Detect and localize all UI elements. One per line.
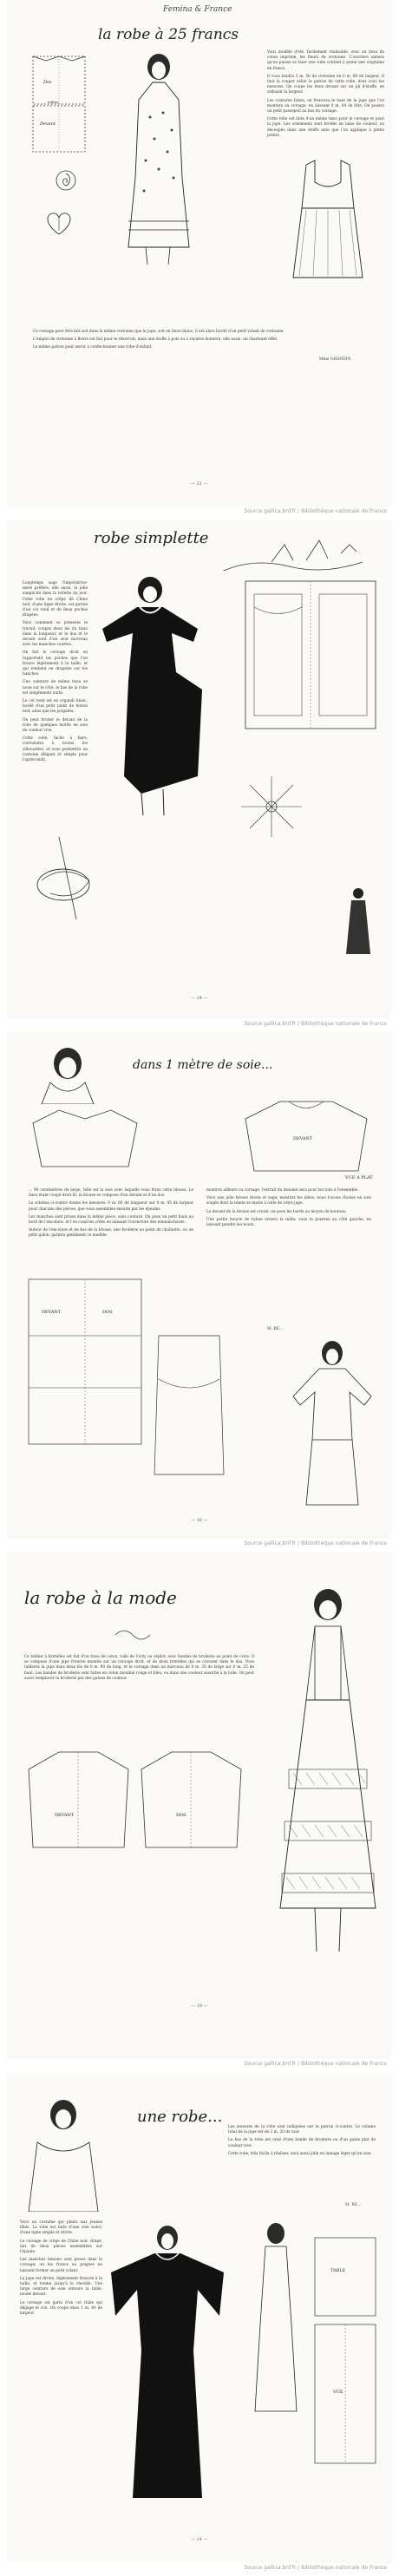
pattern-label-devant: DEVANT — [42, 1310, 62, 1315]
source-credit: Source gallica.bnf.fr / Bibliothèque nationale de France — [244, 2061, 387, 2067]
paragraph: Le même patron peut servir à confectionner une robe d'enfant. — [33, 345, 153, 350]
page-robe-simplette — [7, 520, 392, 1019]
paragraph: Une petite boucle de ruban ornera la taille; vous la poserez au côté gauche, en laissant pendre les bouts. — [206, 1217, 371, 1228]
article-text-bottom — [33, 330, 367, 354]
pattern-grid-diagram — [24, 1275, 146, 1448]
rose-motif-icon — [55, 169, 77, 192]
pattern-label-milieu: milieu — [48, 100, 59, 104]
source-credit: Source gallica.bnf.fr / Bibliothèque nationale de France — [244, 2565, 387, 2571]
page-title: dans 1 mètre de soie... — [133, 1058, 273, 1072]
small-figure-illustration — [341, 885, 376, 963]
standing-figure-illustration — [241, 2220, 311, 2420]
paragraph: La jupe est droite, légèrement froncée à la taille, et tombe jusqu'à la cheville. Une large ceinture de soie entoure la taille, nouée devant. — [20, 2276, 102, 2298]
fashion-figure-illustration — [111, 48, 206, 273]
page-folio: — 14 — — [191, 2537, 208, 2542]
article-text-column-right — [206, 1188, 371, 1231]
woman-portrait-illustration — [33, 1039, 102, 1104]
pattern-label-dos: DOS — [102, 1310, 113, 1315]
paragraph: L'emploi de cretonne à fleurs est fait pour le réservoir, mais une étoffe à pois ou à rayures donnera, elle aussi, un charmant effet. — [33, 337, 278, 343]
needle-spool-illustration — [24, 833, 111, 928]
article-text-column — [20, 2220, 102, 2319]
bird-ornament-icon — [219, 527, 367, 579]
paragraph: Le bas de la robe est orné d'une bande de broderie ou d'un galon plat de couleur vive. — [228, 2138, 376, 2148]
paragraph: Il vous faudra 3 m. 50 de cretonne en 0 m. 80 de largeur. Il faut la couper selon le patron de cette robe, dont voici les mesures. On coupe les deux devant sur un pli d'étoffe, en utilisant la largeur. — [267, 74, 384, 95]
paragraph: Les coutures faites, on froncera le haut de la jupe que l'on montera au corsage, en laissant 0 m. 04 de tête. On posera un petit passepoil au bas du corsage. — [267, 98, 384, 114]
page-folio: — 21 — — [191, 481, 208, 487]
page-folio: — 19 — — [191, 2004, 208, 2009]
pattern-diagram — [24, 52, 98, 156]
paragraph: Les mesures de la robe sont indiquées sur le patron ci-contre. Le volume total de la jupe est de 2 m. 20 de tour. — [228, 2125, 376, 2135]
signature: Mme GRANDIN — [319, 357, 351, 362]
masthead: Femina & France — [163, 5, 232, 14]
article-text-column — [267, 50, 384, 141]
paragraph: Ce tablier à bretelles est fait d'un tissu de coton, toile de Vichy ou zéphir, avec bandes de broderie au point de croix. Il se compose d'une jupe froncée montée sur un corsage droit, et de deux bretelles qui se croisent dans le dos. Vous taillerez la jupe dans deux lés de 0 m. 90 de long, et le corsage dans un morceau de 0 m. 35 de large sur 0 m. 25 de haut. Les bandes de broderie sont faites en coton mouliné rouge et bleu, ou dans une couleur assortie à la toile. On peut aussi remplacer la broderie par des galons de couleur. — [24, 1655, 254, 1681]
paragraph: Voici un costume qui plaira aux jeunes filles. La robe est faite d'une soie noire, d'une ligne simple et droite. — [20, 2220, 102, 2236]
ribbon-ornament-icon — [111, 1626, 154, 1644]
signature: M. RE... — [345, 2203, 362, 2207]
article-text-column — [24, 1655, 254, 1684]
pattern-label-table: TABLE — [330, 2268, 346, 2273]
paragraph: Les manches kimono sont prises dans le corsage; on les fronce au poignet en laissant former un petit volant. — [20, 2258, 102, 2273]
page-folio: — 16 — — [191, 1518, 208, 1523]
paragraph: On fait le corsage droit en rapportant les poches que l'on fronce légèrement à la taille, et qui tombent en draperie sur les hanches. — [23, 651, 88, 677]
page-metre-de-soie — [7, 1032, 392, 1540]
blouse-figure-illustration — [285, 1336, 380, 1509]
pattern-diagram — [237, 572, 384, 737]
paragraph: Cette robe, très facile à réaliser, sera aussi jolie en lainage léger qu'en soie. — [228, 2151, 372, 2156]
article-text-column — [29, 1188, 193, 1242]
source-credit: Source gallica.bnf.fr / Bibliothèque nationale de France — [244, 508, 387, 514]
paragraph: Le col rond est en organdi blanc, bordé d'un petit point de feston noir, ainsi que les poignets. — [23, 699, 88, 715]
page-title: robe simplette — [94, 529, 209, 547]
paragraph: Voici une jolie blouse droite et sage; montrez les idées, nous l'avons choisie en soie souple dont la teinte se marie à celle de votre jupe. — [206, 1196, 371, 1206]
paragraph: Voici comment se présente le travail: coupez deux lés du tissu dans la longueur, et le dos et le devant sont d'un seul morceau avec les manches courtes. — [23, 621, 88, 648]
pattern-label-devant: DEVANT — [55, 1813, 75, 1818]
pattern-diagram-top — [24, 1106, 146, 1171]
black-gown-figure-illustration — [102, 2220, 232, 2507]
wheel-motif-icon — [237, 772, 306, 841]
pattern-label-vue: VUE — [333, 2390, 343, 2395]
pinafore-figure-illustration — [267, 1570, 384, 2012]
paragraph: On peut broder le devant de la robe de quelques motifs en soie de couleur vive. — [23, 717, 88, 734]
paragraph: Le schéma ci-contre donne les mesures: 0 m. 60 de longueur sur 0 m. 45 de largeur pour chacune des pièces, que vous assemblez ensuite par les épaules. — [29, 1201, 193, 1212]
paragraph: ... 90 centimètres de large, telle est la soie avec laquelle vous ferez cette blouse. Le tissu étant coupé droit fil, la blouse se compose d'un devant et d'un dos. — [29, 1188, 193, 1199]
page-title: la robe à 25 francs — [98, 26, 239, 43]
paragraph: Le devant de la blouse est croisé; on pose les bords au moyen de boutons. — [206, 1209, 347, 1214]
source-credit: Source gallica.bnf.fr / Bibliothèque nationale de France — [244, 1540, 387, 1546]
page-une-robe — [7, 2073, 392, 2563]
pattern-diagram — [20, 1743, 254, 1856]
article-text-column-right — [228, 2125, 376, 2160]
paragraph: Cette robe, facile à faire, conviendra à toutes les silhouettes, et vous permettra un costume élégant et simple pour l'après-midi. — [23, 736, 88, 763]
bodice-sketch — [280, 156, 376, 286]
woman-bust-illustration — [20, 2090, 107, 2212]
page-title: une robe... — [137, 2108, 223, 2126]
black-dress-figure-illustration — [89, 568, 219, 820]
paragraph: montrez ailleurs ou corsage, l'extrait du dessiné sera pour les tons à l'ensemble. — [206, 1188, 359, 1193]
page-robe-a-la-mode — [7, 1553, 392, 2060]
pattern-label-devant: Devant — [40, 121, 56, 127]
paragraph: Une ceinture de même tissu se noue sur le côté; le bas de la robe est simplement ourlé. — [23, 680, 88, 696]
paragraph: Longtemps sage l'impératrice-mère préfère, elle aussi, la jolie simplicité dans la toilette du jour. Cette robe en crêpe de Chine noir, d'une ligne droite, est garnie d'un col rond et de deux poches drapées. — [23, 581, 88, 618]
source-credit: Source gallica.bnf.fr / Bibliothèque nationale de France — [244, 1021, 387, 1027]
pattern-label-dos: DOS — [176, 1813, 186, 1818]
pattern-label-devant: DEVANT — [293, 1136, 313, 1141]
paragraph: Le corsage de crêpe de Chine noir, drapé, fait de deux pièces assemblées sur l'épaule. — [20, 2239, 102, 2255]
signature: M. RE... — [267, 1327, 284, 1331]
page-robe-25-francs — [7, 0, 392, 507]
paragraph: Autour de l'encolure et en bas de la blouse, une broderie au point de chaînette, ou un petit galon, garnira gentiment ce modèle. — [29, 1228, 193, 1239]
pattern-diagram — [306, 2229, 384, 2472]
paragraph: Les manches sont prises dans la même pièce, sans couture. On pose un petit biais au bord de l'encolure, et l'on coud les côtés en laissant l'ouverture des emmanchures. — [29, 1214, 193, 1226]
pattern-label-vue-a-plat: VUE A PLAT — [345, 1175, 373, 1180]
article-text-column — [23, 581, 88, 766]
page-folio: — 24 — — [191, 996, 208, 1001]
heart-motif-icon — [42, 208, 76, 238]
sleeve-pattern-diagram — [150, 1327, 228, 1483]
paragraph: Ce corsage peut être fait soit dans la même cretonne que la jupe, soit en linon blanc; il est alors bordé d'un petit volant de cretonne. — [33, 330, 285, 334]
paragraph: Cette robe est faite d'un même tissu pour le corsage et pour la jupe. Les ornements sont brodés en laine de couleur, ou découpés dans une étoffe unie que l'on applique à petits points. — [267, 117, 384, 138]
paragraph: Le corsage est garni d'un col châle qui dégage le cou. On coupe dans 1 m. 40 de largeur. — [20, 2300, 102, 2317]
page-title: la robe à la mode — [24, 1587, 177, 1608]
pattern-label-dos: Dos — [43, 80, 52, 85]
paragraph: Voici modèle d'été, facilement réalisable, avec un tissu de coton imprimé, les fleurs de cretonne. L'ouvrière aimera qu'on puisse se faire une robe coûtant à peine une vingtaine de francs. — [267, 50, 384, 71]
